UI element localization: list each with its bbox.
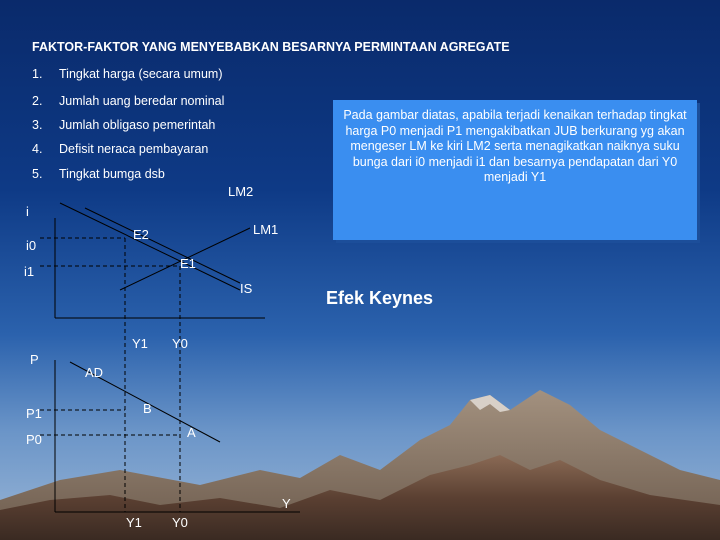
e2-point-label: E2 [133,227,149,242]
slide-title: FAKTOR-FAKTOR YANG MENYEBABKAN BESARNYA PERMINTAAN AGREGATE [32,40,510,54]
is-curve [85,208,240,283]
factor-number: 2. [32,94,43,108]
lm1-label: LM1 [253,222,279,237]
factor-number: 1. [32,67,43,81]
lm2-label: LM2 [228,184,254,199]
explanation-text: Pada gambar diatas, apabila terjadi kenaikan terhadap tingkat harga P0 menjadi P1 mengakibatkan JUB berkurang yg akan mengeser LM ke kiri LM2 serta menagikatkan naiknya suku bunga dari i0 menjadi i1 dan besarnya pendapatan dari Y0 menjadi Y1 [343,108,687,185]
factor-number: 3. [32,118,43,132]
factor-text: Jumlah obligaso pemerintah [59,118,216,132]
upper-y0-label: Y0 [172,336,188,351]
upper-y1-label: Y1 [132,336,148,351]
section-heading: Efek Keynes [326,288,434,308]
a-point-label: A [187,425,196,440]
lower-y1-label: Y1 [126,515,142,530]
interest-axis-label: i [26,204,29,219]
lm2-curve [60,203,240,290]
factor-text: Tingkat harga (secara umum) [59,67,223,81]
is-label: IS [240,281,253,296]
factor-text: Jumlah uang beredar nominal [59,94,225,108]
factor-text: Defisit neraca pembayaran [59,142,209,156]
ad-label: AD [85,365,104,380]
i1-label: i1 [24,264,35,279]
lower-y0-label: Y0 [172,515,188,530]
e1-point-label: E1 [180,256,196,271]
price-axis-label: P [30,352,39,367]
output-axis-label: Y [282,496,291,511]
factor-number: 5. [32,167,43,181]
i0-label: i0 [26,238,37,253]
p0-label: P0 [26,432,42,447]
b-point-label: B [143,401,152,416]
factor-text: Tingkat bumga dsb [59,167,165,181]
factor-number: 4. [32,142,43,156]
p1-label: P1 [26,406,42,421]
